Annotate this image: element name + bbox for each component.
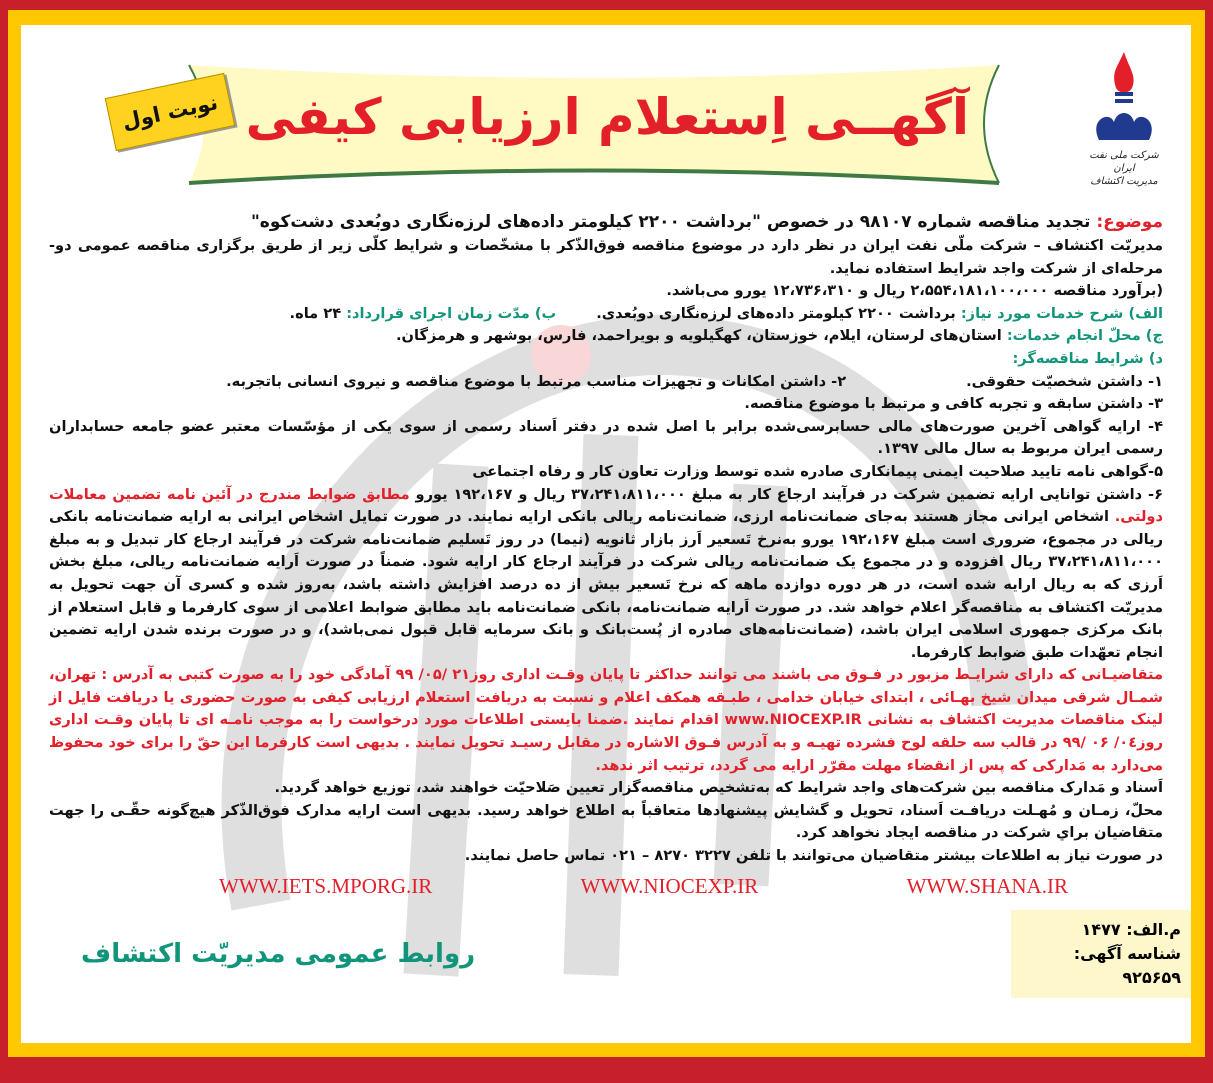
conditions-heading: د) شرایط مناقصه‌گر: [1012,349,1163,367]
intro-paragraph: مدیریّت اکتشاف – شرکت ملّی نفت ایران در نظر دارد در موضوع مناقصه فوق‌الذّکر با مشخّصات و شرایط کلّی زیر از طریق برگزاری مناقصه عمومی دو- مرحله‌ای از شرکت واجد شرایط استفاده نماید. [49,237,1163,277]
website-links [49,872,1163,900]
condition-3: ۳- داشتن سابقه و تجربه کافی و مرتبط با موضوع مناقصه. [744,395,1163,413]
service-location: ج) محلّ انجام خدمات: استان‌های لرستان، ایلام، خوزستان، کهگیلویه و بویراحمد، فارس، بوشهر و هرمزگان. [396,327,1163,345]
logo-caption: شرکت ملی نفت ایران مدیریت اکتشاف [1089,150,1159,187]
application-notice: متقاضیـانی که دارای شرایـط مزبور در فـوق می باشند می توانند حداکثر تا پایان وقـت اداری روز۲۱ /۰۵/ ۹۹ آمادگی خود را به صورت کتبی به آدرس : تهران، شمـال شرقی میدان شیخ بهـائی ، ابتدای خیابان خدامی ، طبـقه همکف اعلام و نسبت به دریافت استعلام ارزیابی کیفی به صورت حضوری یا دریافت فایل از لینک مناقصات مدیریت اکتشاف به نشانی www.NIOCEXP.IR اقدام نمایند .ضمنا بایستی اطلاعات مورد درخواست را به موجب نامـه ای تا پایان وقـت اداری روز۰٤/ ۰۶ /۹۹ در قالب سه حلقه لوح فشرده تهیـه و به آدرس فـوق الاشاره در مقابل رسیـد تحویل نمایند . بدیهی است کارفرما این حقّ را برای خود محفوظ می‌دارد به مَدارکی که پس از انقضاء مهلت مقرّر ارایه می گردد، ترتیب اثر ندهد. [49,666,1164,774]
yellow-frame [8,10,1205,1057]
budget-line: (برآورد مناقصه ۲،۵۵۴،۱۸۱،۱۰۰،۰۰۰ ریال و ۱۲،۷۳۶،۳۱۰ یورو می‌باشد. [666,282,1163,300]
link-shana[interactable]: WWW.SHANA.IR [906,873,1068,898]
schedule-note: محلّ، زمـان و مُهـلت دریافـت اَسناد، تحویل و گشایش پیشنهادها متعاقباً به اطلاع خواهد رسید. بدیهی است ارایه مدارک فوق‌الذّکر هیچ‌گونه حقّـی را جهت متقاضیان براي شرکت در مناقصه ایجاد نخواهد کرد. [49,801,1163,842]
documents-distribution: اَسناد و مَدارک مناقصه بین شرکت‌های واجد شرایط که به‌تشخیص مناقصه‌گزار تعیین صَلاحیّت خواهند شد، توزیع خواهد گردید. [274,779,1163,797]
nioc-logo [1079,50,1169,200]
contact-line: در صورت نیاز به اطلاعات بیشتر متقاضیان می‌توانند با تلفن ۳۲۲۷ ۸۲۷۰ – ۰۲۱ تماس حاصل نمایند. [464,847,1163,865]
subject-line: موضوع: تجدید مناقصه شماره ۹۸۱۰۷ در خصوص "برداشت ۲۲۰۰ کیلومتر داده‌های لرزه‌نگاری دوبُعدی دشت‌کوه" [250,212,1163,232]
publisher-signature: روابط عمومی مدیریّت اکتشاف [81,938,476,969]
ad-ref-number: م.الف: ۱۴۷۷ [1081,919,1181,939]
service-and-duration: الف) شرح خدمات مورد نیاز: برداشت ۲۲۰۰ کیلومتر داده‌های لرزه‌نگاری دوبُعدی. ب) مدّت زمان اجرای قرارداد: ۲۴ ماه. [289,304,1163,322]
condition-4: ۴- ارایه گواهی آخرین صورت‌های مالی حسابرسی‌شده برابر با اصل شده در دفتر اَسناد رسمی از سوی یکی از مؤسّسات معتبر عضو جامعه حسابداران رسمی ایران مربوط به سال مالی ۱۳۹۷. [49,417,1163,458]
nioc-flame-icon [1089,50,1159,145]
page-title: آگهــی اِستعلام ارزیابی کیفی [245,88,969,146]
link-iets[interactable]: WWW.IETS.MPORG.IR [219,873,433,898]
footer [21,910,1191,998]
ad-reference-box [1011,910,1191,998]
link-niocexp[interactable]: WWW.NIOCEXP.IR [580,873,759,898]
first-issue-badge: نوبت اول [105,73,236,151]
condition-6: ۶- داشتن توانایی ارایه تضمین شرکت در فرآیند ارجاع کار به مبلغ ۳۷،۲۴۱،۸۱۱،۰۰۰ ریال و ۱۹۲،۱۶۷ یورو مطابق ضوابط مندرج در آئین نامه تضمین معاملات دولتی. اشخاص ایرانی مجاز هستند به‌جای ضمانت‌نامه ارزی، ضمانت‌نامه ریالی بانکی ارایه نمایند. در صورت تمایل اشخاص ایرانی به ارایه ضمانت‌نامه بانکی ریالی در مجموع، ضروری است مبلغ ۱۹۲،۱۶۷ یورو به‌نرخ تَسعیر اَرز بازار ثانویه (نیما) در روز تَسلیم ضمانت‌نامه شرکت در فرآیند ارجاع کار تبدیل و به مبلغ ۳۷،۲۴۱،۸۱۱،۰۰۰ ریال افزوده و در مجموع یک ضمانت‌نامه ریالی شرکت در فرآیند ارجاع کار ارایه شود. ضمناً در صورت اَرایه ضمانت‌نامه ریالی، مبلغ بخش اَرزی که به ریال ارایه شده است، در هر دوره دوازده ماهه که نرخ تَسعیر بیش از ده درصد افزایش داشته باشد، به‌روز شده و کسری آن جهت تحویل به مدیریّت اکتشاف به مناقصه‌گر اعلام خواهد شد. در صورت اَرایه ضمانت‌نامه، بانکی ضمانت‌نامه باید مطابق ضوابط اعلامی از سوی کارفرما و قابل استعلام از بانک مرکزی جمهوری اسلامی ایران باشد، (ضمانت‌نامه‌های صادره از پُست‌بانک و بانک سرمایه قابل قبول نمی‌باشد)، و در صورت برنده شدن ارایه تضمین انجام تعهّدات طبق ضوابط کارفرما. [49,485,1164,661]
ad-body [49,209,1163,900]
condition-5: ۵-گواهی نامه تایید صلاحیت ایمنی پیمانکاری صادره شده توسط وزارت تعاون کار و رفاه اجتماعی [472,462,1163,480]
header [21,25,1191,205]
title-banner [169,43,1019,193]
conditions-1-2: ۱- داشتن شخصیّت حقوقی. ۲- داشتن امکانات و تجهیزات مناسب مرتبط با موضوع مناقصه و نیروی انسانی باتجربه. [226,372,1163,390]
ad-id: شناسه آگهی: ۹۲۵۶۵۹ [1073,943,1181,987]
ad-panel [21,25,1191,1043]
